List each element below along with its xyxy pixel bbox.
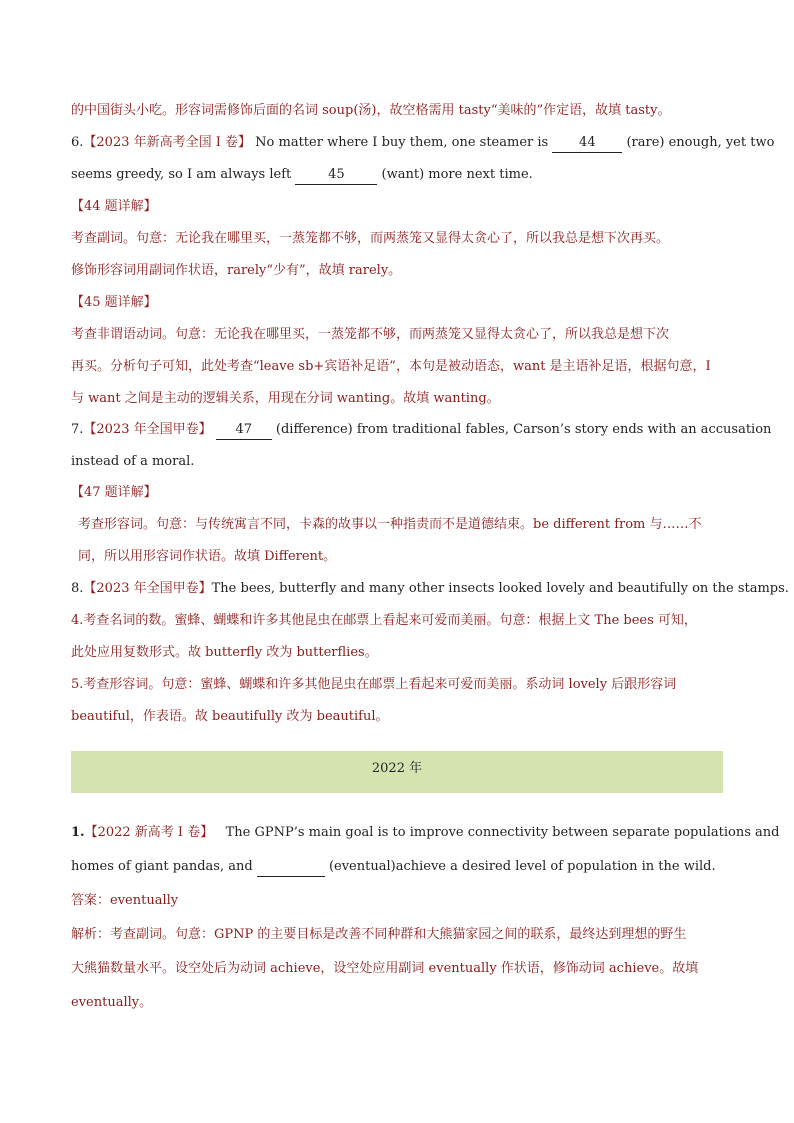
question-source: 【2023 年全国甲卷】 <box>83 581 212 596</box>
analysis-text: 大熊猫数量水平。设空处后为动词 achieve，设空处应用副词 eventually 作状语，修饰动词 achieve。故填 <box>71 961 699 976</box>
question-number: 7. <box>71 422 84 437</box>
explanation-text: 4.考查名词的数。蜜蜂、蝴蝶和许多其他昆虫在邮票上看起来可爱而美丽。句意：根据上文 The bees 可知， <box>71 613 697 628</box>
explanation-text: 考查非谓语动词。句意：无论我在哪里买，一蒸笼都不够，而两蒸笼又显得太贪心了，所以我总是想下次 <box>71 327 670 342</box>
explanation-text: 再买。分析句子可知，此处考查“leave sb+宾语补足语”，本句是被动语态，want 是主语补足语，根据句意，I <box>71 359 711 374</box>
explanation-text: 同，所以用形容词作状语。故填 Different。 <box>78 549 337 564</box>
text-line: 的中国街头小吃。形容词需修饰后面的名词 soup(汤)，故空格需用 tasty“美味的”作定语，故填 tasty。 <box>71 103 671 118</box>
question-source: 【2022 新高考 I 卷】 <box>84 825 214 840</box>
answer-blank: 45 <box>295 166 377 185</box>
question-text: (want) more next time. <box>381 167 533 182</box>
answer-blank <box>257 858 325 877</box>
analysis-text: 解析：考查副词。句意：GPNP 的主要目标是改善不同种群和大熊猫家园之间的联系，最终达到理想的野生 <box>71 927 687 942</box>
explanation-heading: 【47 题详解】 <box>71 485 157 500</box>
question-number: 6. <box>71 135 84 150</box>
question-text: The bees, butterfly and many other insects looked lovely and beautifully on the stamps. <box>211 581 789 596</box>
question-text: homes of giant pandas, and <box>71 859 253 874</box>
question-1-line2 <box>71 858 716 877</box>
answer-blank: 44 <box>552 134 622 153</box>
year-section-band <box>71 751 723 793</box>
question-text: No matter where I buy them, one steamer is <box>255 135 549 150</box>
question-6-line2 <box>71 166 533 185</box>
question-6-line1 <box>71 134 774 153</box>
explanation-heading: 【44 题详解】 <box>71 199 157 214</box>
question-source: 【2023 年新高考全国 I 卷】 <box>83 135 252 150</box>
question-text: (rare) enough, yet two <box>626 135 775 150</box>
question-source: 【2023 年全国甲卷】 <box>83 422 212 437</box>
explanation-text: beautiful，作表语。故 beautifully 改为 beautiful。 <box>71 709 389 724</box>
question-8 <box>71 580 789 598</box>
question-number: 1. <box>71 825 85 840</box>
question-text: (eventual)achieve a desired level of population in the wild. <box>328 859 716 874</box>
question-7-line2: instead of a moral. <box>71 454 195 469</box>
analysis-text: eventually。 <box>71 995 153 1010</box>
explanation-text: 5.考查形容词。句意：蜜蜂、蝴蝶和许多其他昆虫在邮票上看起来可爱而美丽。系动词 lovely 后跟形容词 <box>71 677 677 692</box>
question-text: The GPNP’s main goal is to improve connectivity between separate populations and <box>225 825 780 840</box>
question-7-line1 <box>71 421 771 440</box>
question-1-line1 <box>71 824 779 842</box>
explanation-text: 考查副词。句意：无论我在哪里买，一蒸笼都不够，而两蒸笼又显得太贪心了，所以我总是想下次再买。 <box>71 231 670 246</box>
answer-blank: 47 <box>216 421 272 440</box>
explanation-text: 与 want 之间是主动的逻辑关系，用现在分词 wanting。故填 wanting。 <box>71 391 500 406</box>
question-text: seems greedy, so I am always left <box>71 167 292 182</box>
explanation-heading: 【45 题详解】 <box>71 295 157 310</box>
explanation-text: 考查形容词。句意：与传统寓言不同，卡森的故事以一种指责而不是道德结束。be different from 与……不 <box>78 517 702 532</box>
question-number: 8. <box>71 581 84 596</box>
explanation-text: 此处应用复数形式。故 butterfly 改为 butterflies。 <box>71 645 378 660</box>
year-heading: 2022 年 <box>371 761 423 776</box>
answer-line: 答案：eventually <box>71 893 179 908</box>
explanation-text: 修饰形容词用副词作状语，rarely“少有”，故填 rarely。 <box>71 263 402 278</box>
question-text: (difference) from traditional fables, Carson’s story ends with an accusation <box>275 422 772 437</box>
